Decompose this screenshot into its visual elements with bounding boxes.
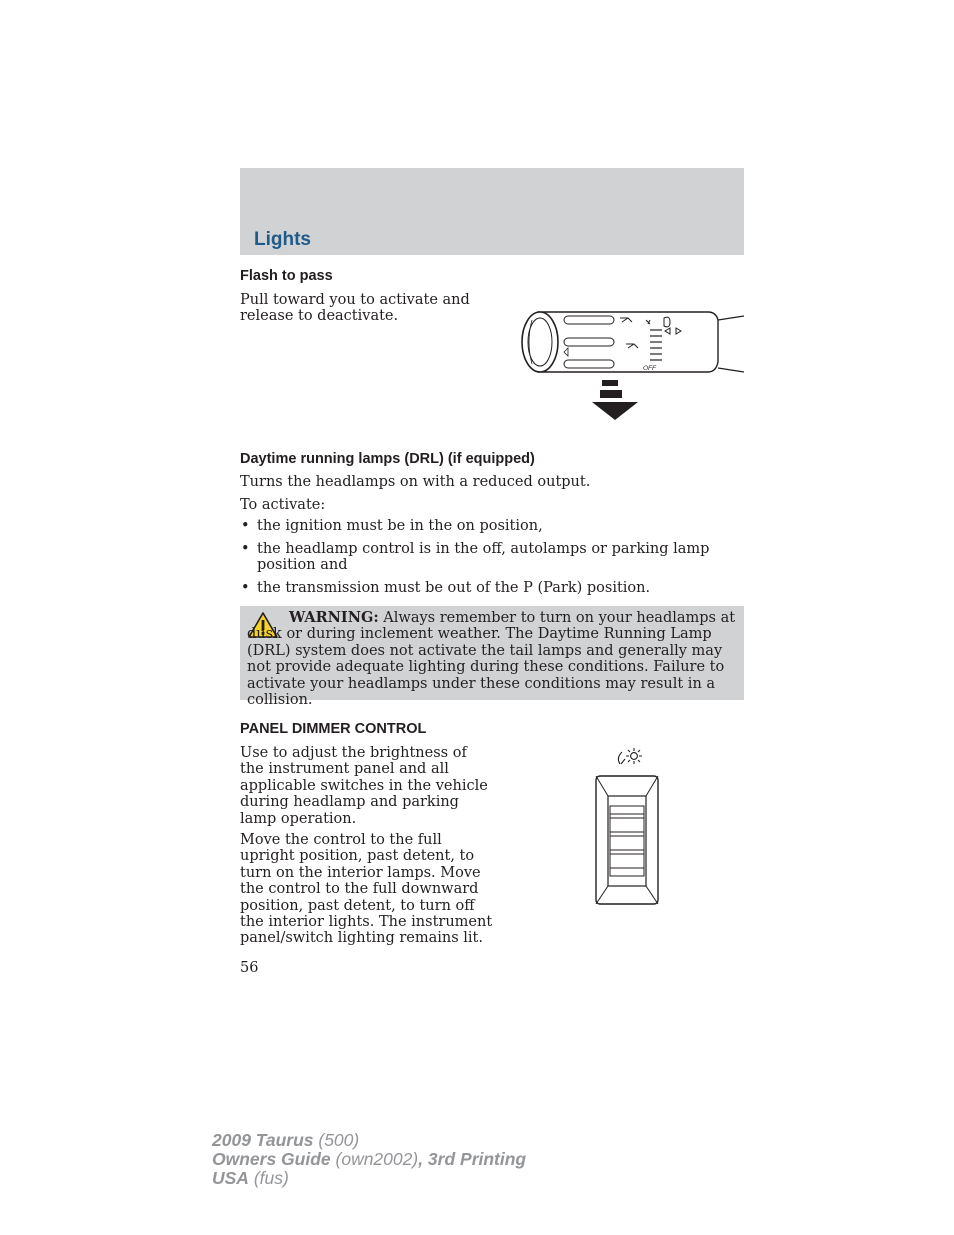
dimmer-thumbwheel — [610, 806, 644, 876]
stalk-off-label: OFF — [643, 365, 656, 372]
section-title: Lights — [254, 229, 311, 250]
warning-body: Always remember to turn on your headlamps at dusk or during inclement weather. The Daytime Running Lamp (DRL) system does not activate the tail lamps and generally may not provide adequate lighting during these conditions. Failure to activate your headlamps under these conditions may result in a collision. — [247, 610, 736, 709]
drl-conditions-list — [240, 518, 744, 603]
document-footer: 2009 Taurus (500) Owners Guide (own2002), 3rd Printing USA (fus) — [212, 1130, 527, 1188]
dome-lamp-icon — [618, 748, 642, 764]
drl-intro: Turns the headlamps on with a reduced output. — [240, 474, 591, 490]
warning-box — [240, 606, 744, 709]
drl-to-activate: To activate: — [240, 497, 326, 513]
list-item: • the headlamp control is in the off, autolamps or parking lamp position and — [241, 540, 710, 574]
panel-dimmer-para-1: Use to adjust the brightness of the instrument panel and all applicable switches in the vehicle during headlamp and parking lamp operation. — [240, 745, 488, 827]
multifunction-stalk-illustration — [518, 306, 748, 422]
flash-to-pass-heading: Flash to pass — [240, 268, 333, 284]
panel-dimmer-illustration — [592, 744, 662, 908]
pull-arrow-icon — [592, 380, 638, 420]
drl-heading: Daytime running lamps (DRL) (if equipped) — [240, 451, 535, 467]
panel-dimmer-heading: PANEL DIMMER CONTROL — [240, 721, 427, 737]
list-item: • the ignition must be in the on position, — [241, 518, 543, 534]
warning-text — [247, 610, 737, 708]
flash-to-pass-text: Pull toward you to activate and release to deactivate. — [240, 292, 470, 325]
warning-label: WARNING: — [289, 609, 379, 626]
panel-dimmer-para-2: Move the control to the full upright position, past detent, to turn on the interior lamps. Move the control to the full downward position, past detent, to turn off the interior lights. The instrument panel/switch lighting remains lit. — [240, 832, 493, 947]
page-number: 56 — [240, 960, 259, 976]
list-item: • the transmission must be out of the P (Park) position. — [241, 580, 651, 596]
section-header-band — [240, 168, 744, 255]
